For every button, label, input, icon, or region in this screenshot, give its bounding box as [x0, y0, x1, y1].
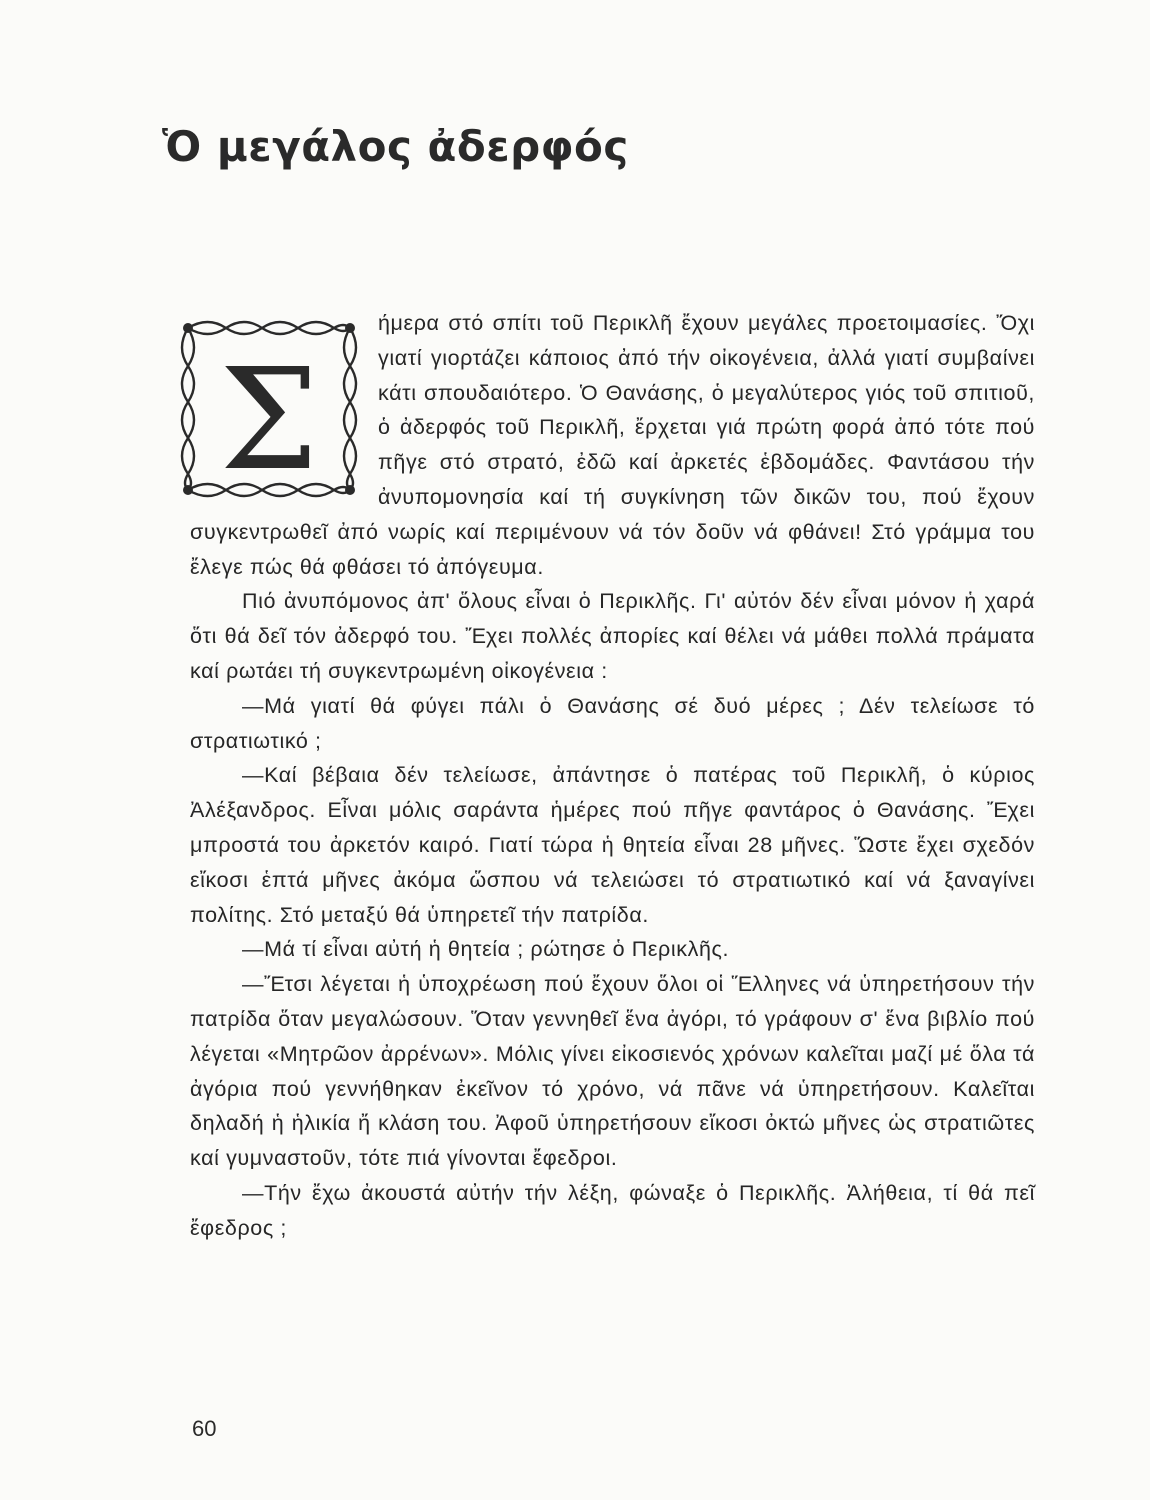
chapter-title: Ὁ μεγάλος ἀδερφός: [162, 122, 629, 171]
page-number: 60: [192, 1416, 217, 1441]
paragraph: [190, 306, 1035, 584]
dialogue-line: —Καί βέβαια δέν τελείωσε, ἀπάντησε ὁ πατέρας τοῦ Περικλῆ, ὁ κύριος Ἀλέξανδρος. Εἶναι μόλις σαράντα ἡμέρες πού πῆγε φαντάρος ὁ Θανάσης. Ἔχει μπροστά του ἀρκετόν καιρό. Γιατί τώρα ἡ θητεία εἶναι 28 μῆνες. Ὥστε ἔχει σχεδόν εἴκοσι ἑπτά μῆνες ἀκόμα ὥσπου νά τελειώσει τό στρατιωτικό καί νά ξαναγίνει πολίτης. Στό μεταξύ θά ὑπηρετεῖ τήν πατρίδα.: [190, 763, 1035, 927]
dialogue-line: —Μά τί εἶναι αὐτή ἡ θητεία ; ρώτησε ὁ Περικλῆς.: [242, 937, 730, 962]
dropcap-spacer: [190, 306, 372, 512]
dropcap-letter: Σ: [219, 339, 319, 500]
dialogue-line: —Τήν ἔχω ἀκουστά αὐτήν τήν λέξη, φώναξε ὁ Περικλῆς. Ἀλήθεια, τί θά πεῖ ἔφεδρος ;: [190, 1180, 1035, 1240]
dialogue-line: —Μά γιατί θά φύγει πάλι ὁ Θανάσης σέ δυό μέρες ; Δέν τελείωσε τό στρατιωτικό ;: [190, 693, 1035, 753]
paragraph-text: ήμερα στό σπίτι τοῦ Περικλῆ ἔχουν μεγάλες προετοιμασίες. Ὄχι γιατί γιορτάζει κάποιος ἀπό τήν οἰκογένεια, ἀλλά γιατί συμβαίνει κάτι σπουδαιότερο. Ὁ Θανάσης, ὁ μεγαλύτερος γιός τοῦ σπιτιοῦ, ὁ ἀδερφός τοῦ Περικλῆ, ἔρχεται γιά πρώτη φορά ἀπό τότε πού πῆγε στό στρατό, ἐδῶ καί ἀρκετές ἑβδομάδες. Φαντάσου τήν ἀνυπομονησία καί τή συγκίνηση τῶν δικῶν του, πού ἔχουν συγκεντρωθεῖ ἀπό νωρίς καί περιμένουν νά τόν δοῦν νά φθάνει! Στό γράμμα του ἔλεγε πώς θά φθάσει τό ἀπόγευμα.: [190, 311, 1035, 579]
dialogue-line: —Ἔτσι λέγεται ἡ ὑποχρέωση πού ἔχουν ὅλοι οἱ Ἕλληνες νά ὑπηρετήσουν τήν πατρίδα ὅταν μεγαλώσουν. Ὅταν γεννηθεῖ ἕνα ἀγόρι, τό γράφουν σ' ἕνα βιβλίο πού λέγεται «Μητρῶον ἀρρένων». Μόλις γίνει εἰκοσιενός χρόνων καλεῖται μαζί μέ ὅλα τά ἀγόρια πού γεννήθηκαν ἐκεῖνον τό χρόνο, νά πᾶνε νά ὑπηρετήσουν. Καλεῖται δηλαδή ἡ ἡλικία ἤ κλάση του. Ἀφοῦ ὑπηρετήσουν εἴκοσι ὀκτώ μῆνες ὡς στρατιῶτες καί γυμναστοῦν, τότε πιά γίνονται ἔφεδροι.: [190, 972, 1035, 1171]
body-text: [190, 306, 1035, 1246]
paragraph: Πιό ἀνυπόμονος ἀπ' ὅλους εἶναι ὁ Περικλῆς. Γι' αὐτόν δέν εἶναι μόνον ἡ χαρά ὅτι θά δεῖ τόν ἀδερφό του. Ἔχει πολλές ἀπορίες καί θέλει νά μάθει πολλά πράματα καί ρωτάει τή συγκεντρωμένη οἰκογένεια :: [190, 589, 1035, 683]
